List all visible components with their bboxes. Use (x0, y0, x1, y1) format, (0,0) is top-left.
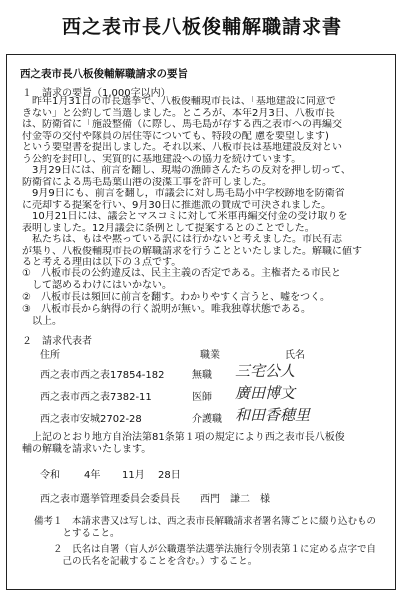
note-line: ２ 氏名は自署（盲人が公職選挙法選挙法施行令別表第１に定める点字で自 (34, 544, 377, 555)
statement-line: 上記のとおり地方自治法第81条第１項の規定により西之表市長八板俊 (22, 432, 345, 443)
summary-line: 昨年1月31日の市長選挙で、八板俊輔現市長は、「基地建設に同意で (22, 96, 336, 107)
summary-line: 10月21日には、議会とマスコミに対して米軍再編交付金の受け取りを (22, 211, 348, 222)
rep-signature: 三宅公人 (235, 362, 296, 380)
note-line: 備考１ 本請求書又は写しは、西之表市長解職請求者署名簿ごとに綴り込むもの (34, 516, 377, 527)
addressee: 西之表市選挙管理委員会委員長 西門 謙二 様 (40, 494, 270, 505)
date-era: 令和 (40, 470, 60, 481)
rep-address: 西之表市西之表17854-182 (40, 370, 165, 381)
summary-line: 表明しました。12月議会に条例として提案するとのことでした。 (22, 222, 315, 234)
rep-address: 西之表市西之表7382-11 (40, 392, 152, 403)
document-title: 西之表市長八板俊輔解職請求書 (61, 16, 342, 38)
summary-line: きない」と公約して当選しました。ところが、本年2月3日、八板市長 (22, 107, 335, 119)
summary-line: という要望書を提出しました。それ以来、八板市長は基地建設反対とい (22, 142, 342, 153)
rep-signature: 和田香穂里 (235, 406, 311, 424)
reason-2: ② 八板市長は頻回に前言を翻す。わかりやすく言うと、嘘をつく。 (22, 292, 330, 303)
col-job-header: 職業 (200, 350, 220, 361)
request-summary-body (22, 96, 392, 269)
summary-subtitle: 西之表市長八板俊輔解職請求の要旨 (20, 68, 188, 80)
summary-line: は、防衛省に「施設整備（に際し、馬毛島が存する西之表市への再編交 (22, 119, 342, 130)
reason-1: ① 八板市長の公約違反は、民主主義の否定である。主権者たる市民と (22, 268, 341, 279)
rep-signature: 廣田博文 (235, 384, 296, 402)
summary-line: 3月29日には、前言を翻し、現場の漁師さんたちの反対を押し切って、 (22, 165, 351, 176)
date-month: 11月 (122, 470, 145, 481)
rep-address: 西之表市安城2702-28 (40, 414, 142, 425)
summary-line: 私たちは、もはや黙っている訳には行かないと考えました。市民有志 (22, 234, 342, 245)
reason-3: ③ 八板市長から納得の行く説明が無い。唯我独尊状態である。 (22, 304, 311, 315)
summary-line: 付金等の交付や隊員の居住等についても、特段の配 慮を要望します) (22, 130, 329, 142)
summary-line: ると考える理由は以下の３点です。 (22, 257, 182, 268)
col-address-header: 住所 (40, 350, 60, 361)
summary-line: 防衛省による馬毛島葉山港の浚渫工事を許可しました。 (22, 176, 272, 188)
summary-line: う公約を封印し、実質的に基地建設への協力を続けています。 (22, 153, 302, 165)
date-year: 4年 (84, 470, 101, 481)
section1-heading: １ 請求の要旨（1,000字以内） (22, 88, 171, 99)
rep-job: 介護職 (192, 414, 222, 425)
summary-line: が集り、八板俊輔現市長の解職請求を行うことといたしました。解職に値す (22, 245, 362, 257)
rep-job: 医師 (192, 392, 212, 403)
rep-job: 無職 (192, 370, 212, 381)
closing-ijou: 以上。 (22, 316, 62, 327)
reason-1-cont: して認めるわけにはいかない。 (22, 280, 172, 291)
summary-line: 9月9日にも、前言を翻し，市議会に対し馬毛島小中学校跡地を防衛省 (22, 188, 345, 199)
summary-line: に売却する提案を行い、9月30日に推進派の賛成で可決されました。 (22, 199, 332, 211)
section2-heading: ２ 請求代表者 (22, 336, 92, 347)
statement-line: 輔の解職を請求いたします。 (22, 444, 152, 455)
col-name-header: 氏名 (285, 350, 305, 361)
note-line: 己の氏名を記載することを含む。）すること。 (34, 556, 258, 567)
date-day: 28日 (158, 470, 181, 481)
note-line: とすること。 (34, 528, 120, 539)
